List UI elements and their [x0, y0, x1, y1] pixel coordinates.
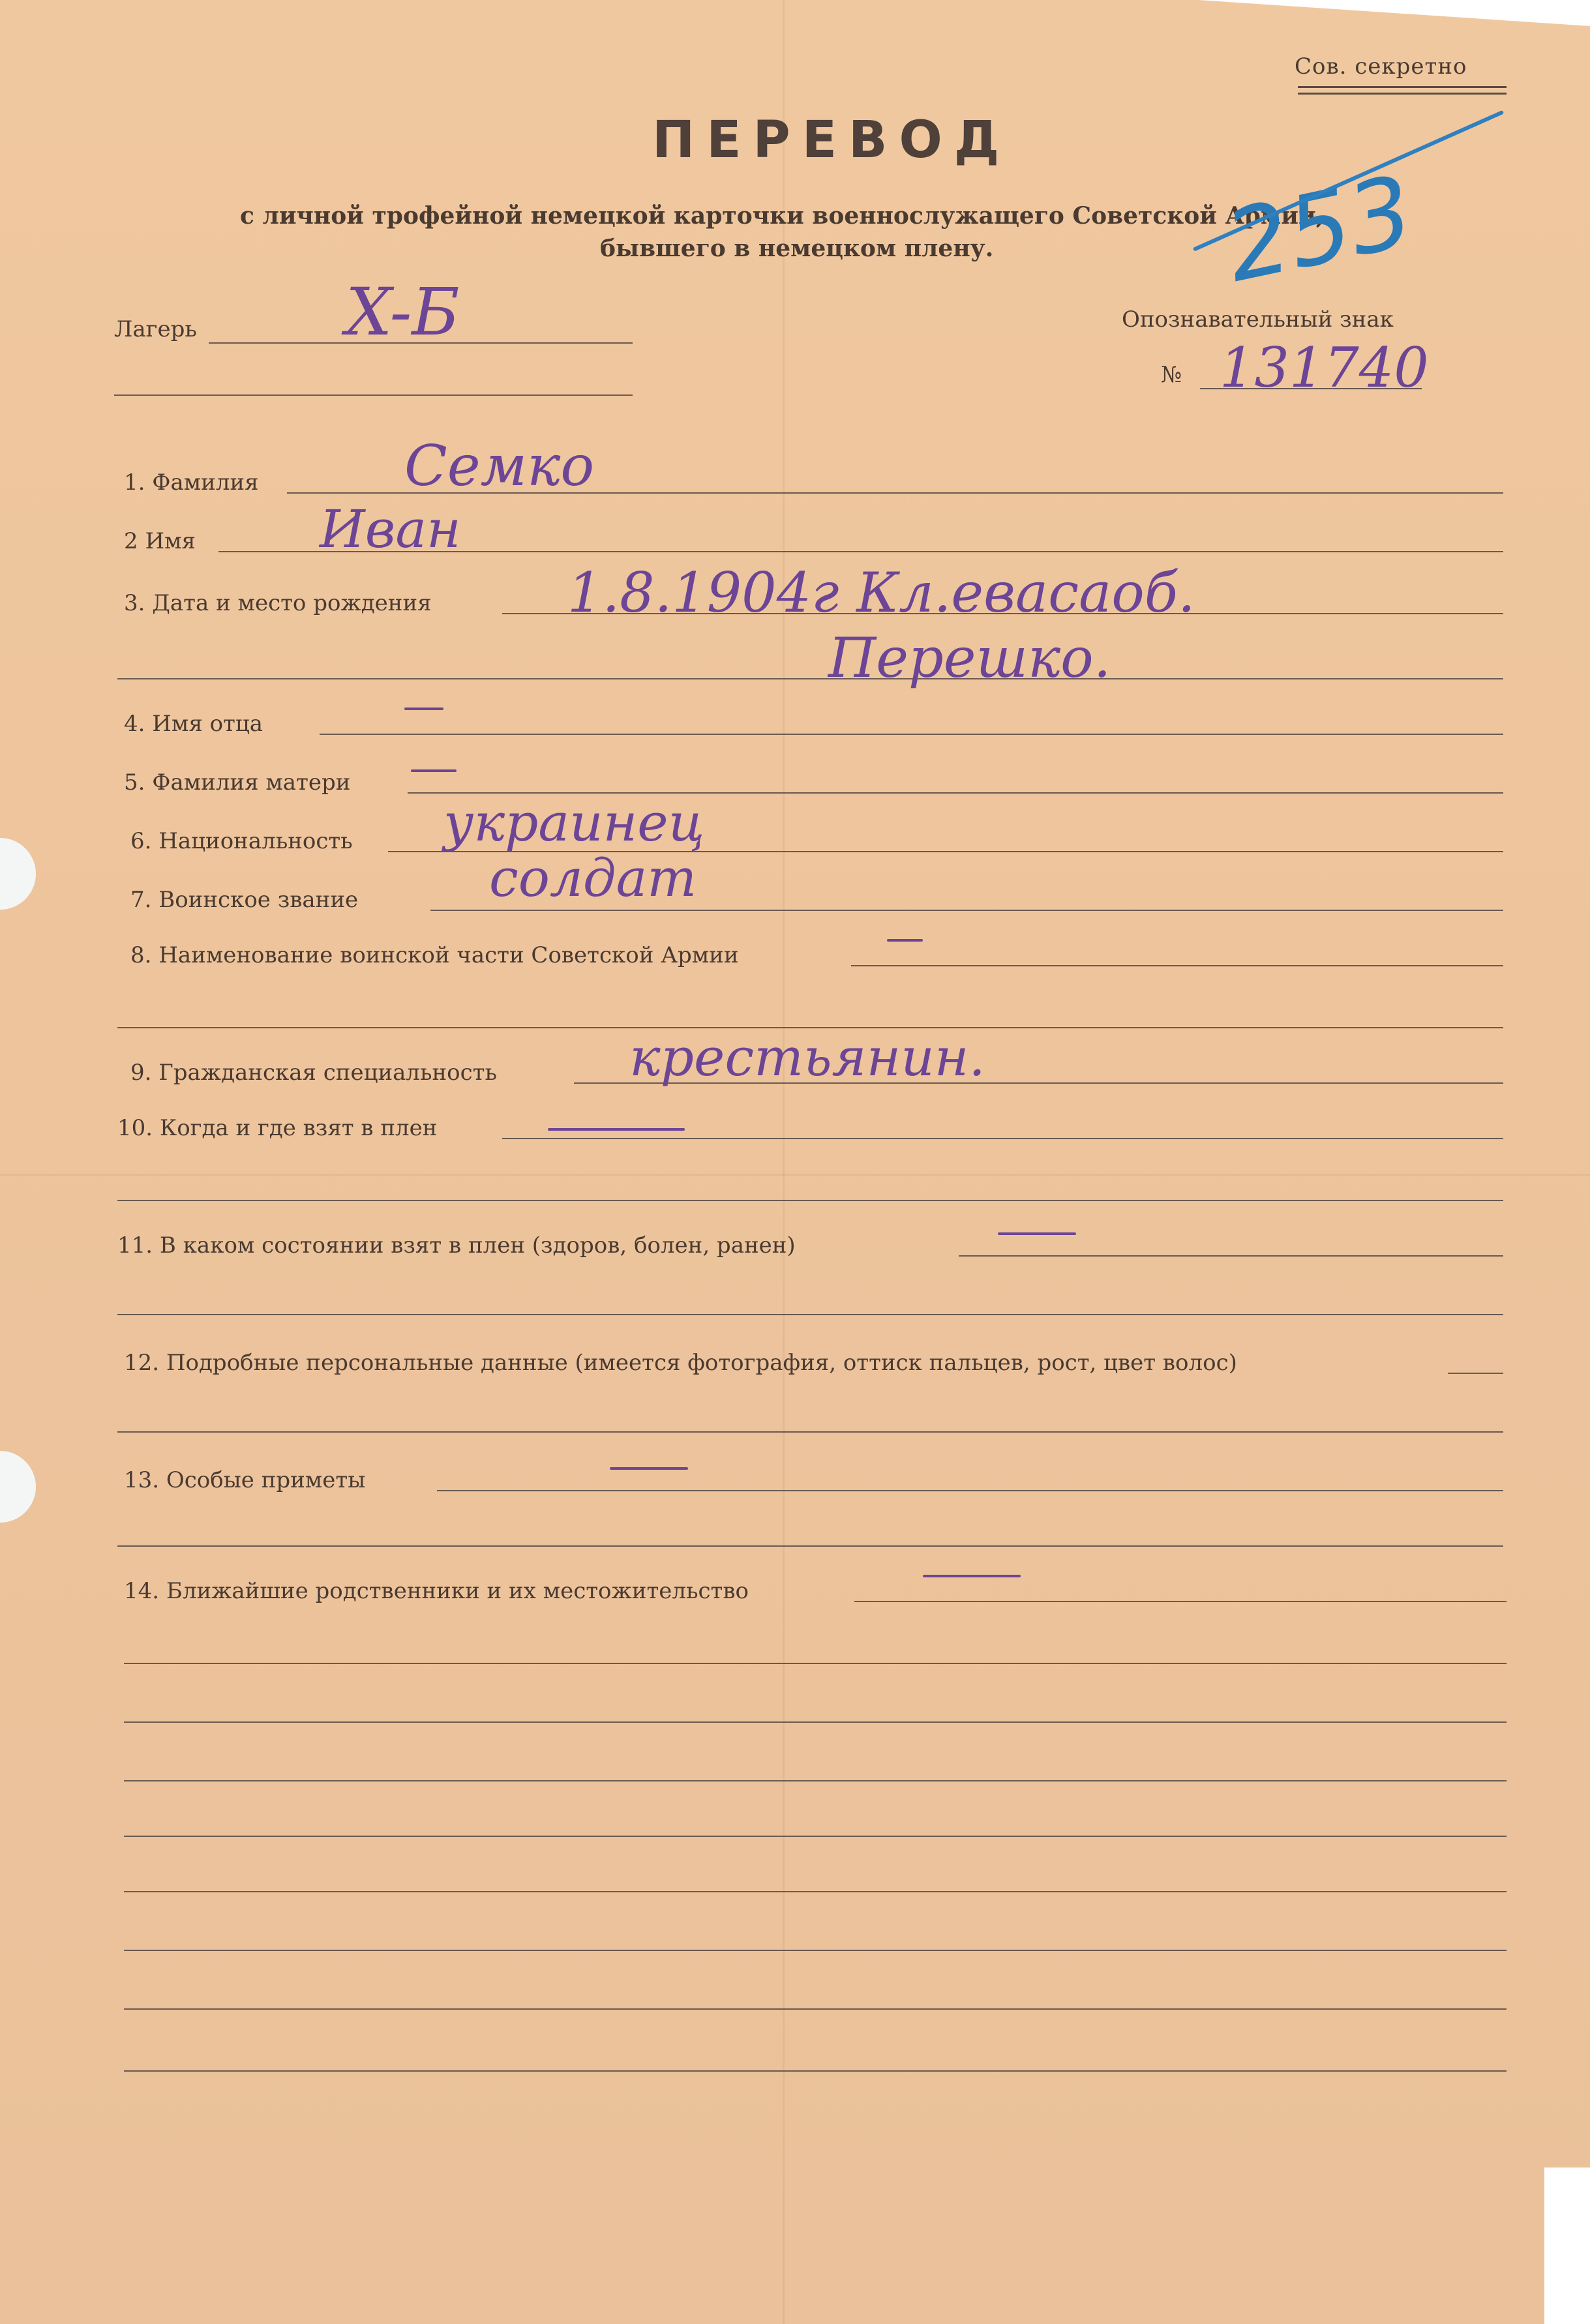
- fold-crease-vertical: [783, 0, 785, 2324]
- field-captured-line-2: [117, 1200, 1503, 1201]
- field-name-value: Иван: [320, 499, 461, 559]
- torn-corner-top: [1199, 0, 1590, 26]
- id-mark-value: 131740: [1220, 336, 1429, 400]
- field-nationality-value: украинец: [443, 792, 705, 853]
- field-birth-value: 1.8.1904г Кл.евасаоб.: [567, 561, 1195, 625]
- classification-underline: [1298, 86, 1507, 88]
- field-captured-label: 10. Когда и где взят в плен: [117, 1115, 438, 1141]
- blank-line: [124, 1891, 1507, 1892]
- id-mark-prefix: №: [1161, 362, 1182, 388]
- field-name-label: 2 Имя: [124, 528, 196, 554]
- field-captured-line: [502, 1138, 1503, 1139]
- field-special-marks-label: 13. Особые приметы: [124, 1467, 366, 1493]
- document-title: ПЕРЕВОД: [652, 111, 1012, 170]
- id-mark-label: Опознавательный знак: [1122, 306, 1394, 333]
- blank-line: [124, 1836, 1507, 1837]
- blank-line: [124, 2008, 1507, 2010]
- field-mother-dash: [411, 769, 457, 772]
- blank-line: [124, 1663, 1507, 1664]
- blank-line: [124, 1950, 1507, 1951]
- punch-hole-lower: [0, 1451, 36, 1523]
- field-captured-dash: [548, 1128, 685, 1131]
- camp-line-2: [114, 395, 633, 396]
- fold-crease-horizontal: [0, 1174, 1590, 1176]
- field-rank-value: солдат: [489, 848, 697, 908]
- field-condition-dash: [998, 1232, 1076, 1235]
- field-personal-data-label: 12. Подробные персональные данные (имеется фотография, оттиск пальцев, рост, цвет волос): [124, 1350, 1237, 1376]
- field-special-marks-line-2: [117, 1545, 1503, 1547]
- field-unit-line: [851, 965, 1503, 966]
- document-subtitle-line2: бывшего в немецком плену.: [600, 235, 994, 262]
- blank-line: [124, 1780, 1507, 1781]
- field-unit-dash: [887, 939, 923, 942]
- field-relatives-line: [854, 1601, 1507, 1602]
- field-relatives-dash: [923, 1575, 1021, 1577]
- field-civil-profession-label: 9. Гражданская специальность: [130, 1060, 497, 1086]
- field-surname-value: Семко: [404, 434, 595, 499]
- camp-value: X-Б: [346, 274, 460, 350]
- field-unit-label: 8. Наименование воинской части Советской Армии: [130, 942, 739, 968]
- handwritten-file-number: 253: [1216, 155, 1423, 305]
- camp-label: Лагерь: [114, 316, 197, 342]
- field-personal-data-line-2: [117, 1431, 1503, 1433]
- field-father-dash: [404, 708, 443, 710]
- field-birth-label: 3. Дата и место рождения: [124, 590, 432, 616]
- field-surname-label: 1. Фамилия: [124, 469, 259, 496]
- blank-line: [124, 2070, 1507, 2072]
- field-civil-profession-value: крестьянин.: [629, 1027, 985, 1088]
- field-rank-label: 7. Воинское звание: [130, 887, 359, 913]
- field-personal-data-line: [1448, 1373, 1503, 1374]
- field-birth-line-2: [117, 678, 1503, 679]
- classification-stamp: Сов. секретно: [1295, 53, 1467, 80]
- field-father-line: [320, 734, 1503, 735]
- field-nationality-label: 6. Национальность: [130, 828, 353, 854]
- field-special-marks-line: [437, 1490, 1503, 1491]
- punch-hole-upper: [0, 838, 36, 910]
- field-special-marks-dash: [610, 1467, 688, 1470]
- blank-line: [124, 1721, 1507, 1723]
- classification-underline-2: [1298, 93, 1507, 95]
- field-mother-label: 5. Фамилия матери: [124, 769, 351, 796]
- field-condition-label: 11. В каком состоянии взят в плен (здоров, болен, ранен): [117, 1232, 796, 1259]
- field-father-label: 4. Имя отца: [124, 711, 263, 737]
- torn-edge-bottom-right: [1544, 2168, 1590, 2324]
- field-relatives-label: 14. Ближайшие родственники и их местожительство: [124, 1578, 749, 1604]
- field-condition-line-2: [117, 1314, 1503, 1315]
- field-birth-place-value: Перешко.: [828, 626, 1111, 690]
- field-rank-line: [430, 910, 1503, 911]
- field-condition-line: [959, 1255, 1503, 1257]
- document-subtitle-line1: с личной трофейной немецкой карточки военнослужащего Советской Армии,: [240, 202, 1325, 230]
